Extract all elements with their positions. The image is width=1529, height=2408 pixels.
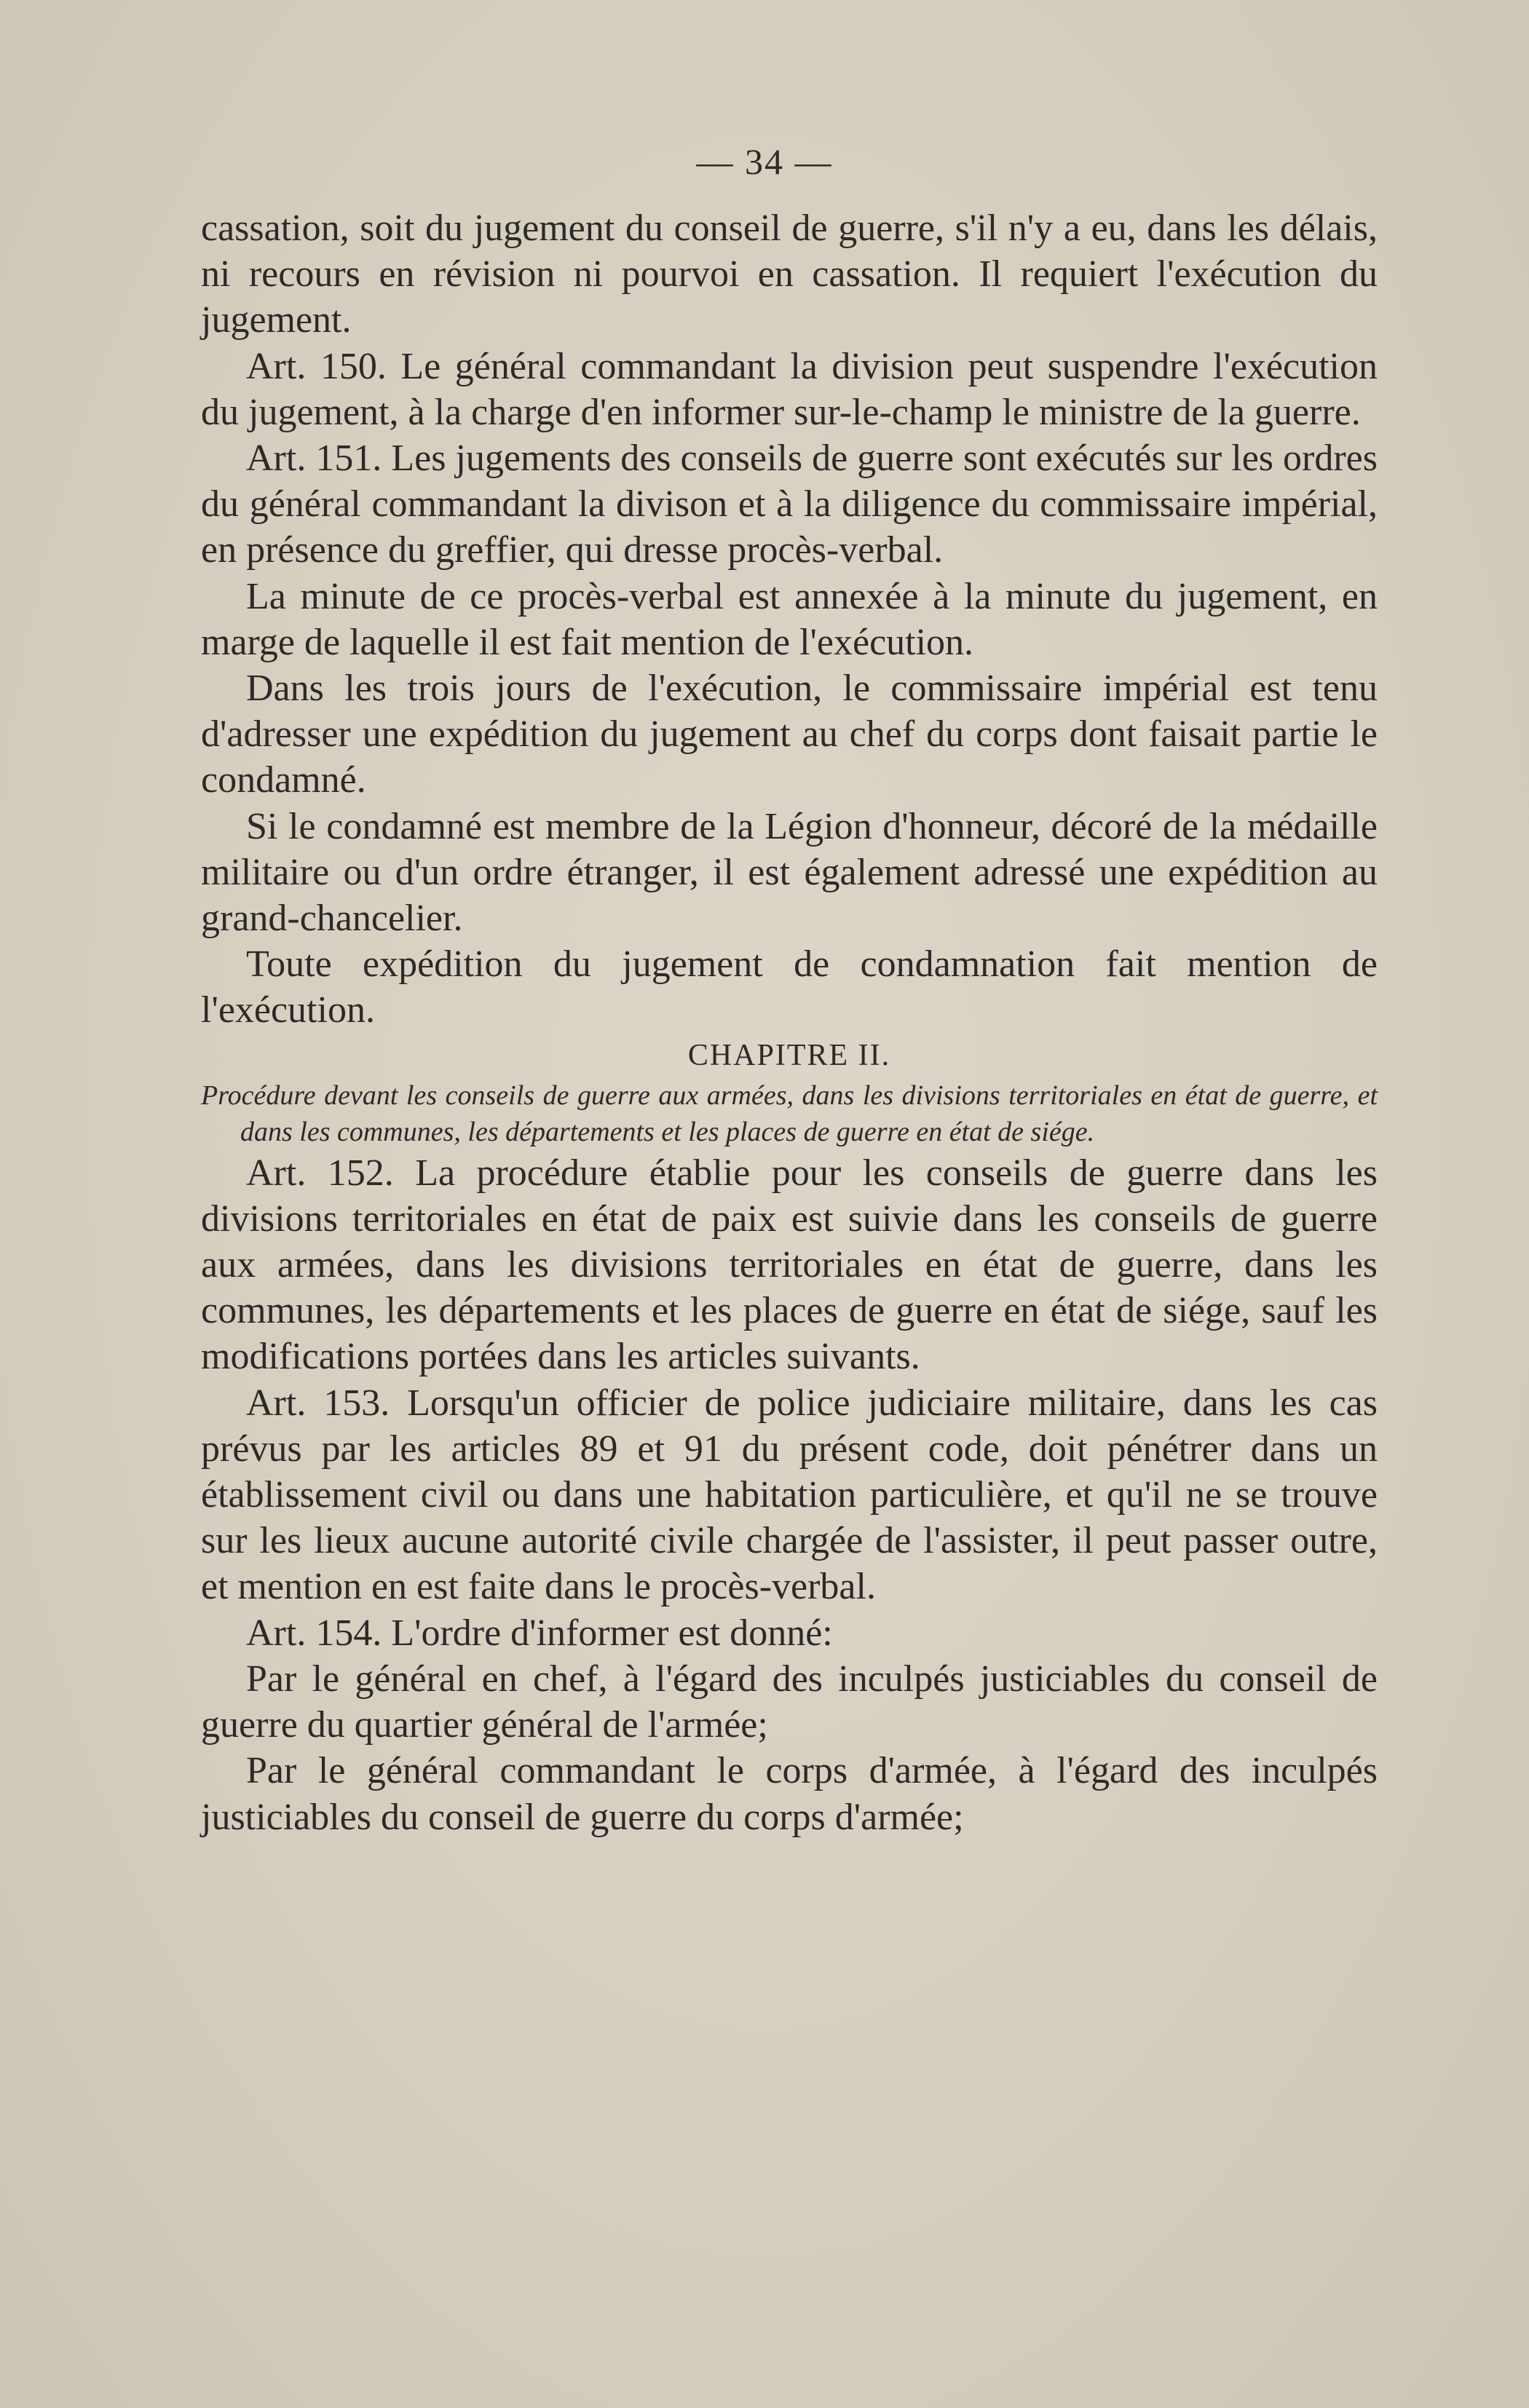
paragraph-trois-jours: Dans les trois jours de l'exécution, le commissaire impérial est tenu d'adresser une expédition du jugement au chef du corps dont faisait partie le condamné.: [201, 668, 1378, 801]
paragraph-general-en-chef: Par le général en chef, à l'égard des inculpés justiciables du conseil de guerre du quartier général de l'armée;: [201, 1658, 1378, 1746]
article-text: La procédure établie pour les conseils de guerre dans les divisions territoriales en état de paix est suivie dans les conseils de guerre aux armées, dans les divisions territoriales en état de guerre, dans les communes, les départements et les places de guerre en état de siége, sauf les modifications portées dans les articles suivants.: [201, 1152, 1378, 1378]
article-text: Lorsqu'un officier de police judiciaire militaire, dans les cas prévus par les articles 89 et 91 du présent code, doit pénétrer dans un établissement civil ou dans une habitation particulière, et qu'il ne se trouve sur les lieux aucune autorité civile chargée de l'assister, il peut passer outre, et mention en est faite dans le procès-verbal.: [201, 1382, 1378, 1608]
paragraph-toute-expedition: Toute expédition du jugement de condamnation fait mention de l'exécution.: [201, 943, 1378, 1031]
article-151: [201, 435, 1378, 574]
article-150: [201, 344, 1378, 435]
article-text: L'ordre d'informer est donné:: [382, 1612, 833, 1654]
article-152: [201, 1150, 1378, 1380]
article-text: Les jugements des conseils de guerre sont exécutés sur les ordres du général commandant la divison et à la diligence du commissaire impérial, en présence du greffier, qui dresse procès-verbal.: [201, 437, 1378, 571]
page-body: [201, 205, 1378, 1840]
paragraph-continuation: cassation, soit du jugement du conseil de guerre, s'il n'y a eu, dans les délais, ni recours en révision ni pourvoi en cassation. Il requiert l'exécution du jugement.: [201, 207, 1378, 341]
chapter-heading: CHAPITRE II.: [687, 1038, 891, 1072]
page-number: — 34 —: [696, 141, 833, 182]
article-number: Art. 154.: [246, 1612, 382, 1654]
paragraph-minute: La minute de ce procès-verbal est annexée à la minute du jugement, en marge de laquelle il est fait mention de l'exécution.: [201, 575, 1378, 663]
article-number: Art. 152.: [246, 1152, 394, 1194]
paragraph-general-corps-armee: Par le général commandant le corps d'armée, à l'égard des inculpés justiciables du conseil de guerre du corps d'armée;: [201, 1750, 1378, 1838]
article-number: Art. 150.: [246, 345, 387, 387]
chapter-subtitle: Procédure devant les conseils de guerre aux armées, dans les divisions territoriales en état de guerre, et dans les communes, les départements et les places de guerre en état de siége.: [201, 1080, 1378, 1147]
article-number: Art. 151.: [246, 437, 382, 480]
paragraph-legion-honneur: Si le condamné est membre de la Légion d'honneur, décoré de la médaille militaire ou d'un ordre étranger, il est également adressé une expédition au grand-chancelier.: [201, 805, 1378, 940]
article-153: [201, 1380, 1378, 1610]
article-text: Le général commandant la division peut suspendre l'exécution du jugement, à la charge d'en informer sur-le-champ le ministre de la guerre.: [201, 345, 1378, 433]
article-number: Art. 153.: [246, 1382, 390, 1424]
article-154: [201, 1610, 1378, 1656]
